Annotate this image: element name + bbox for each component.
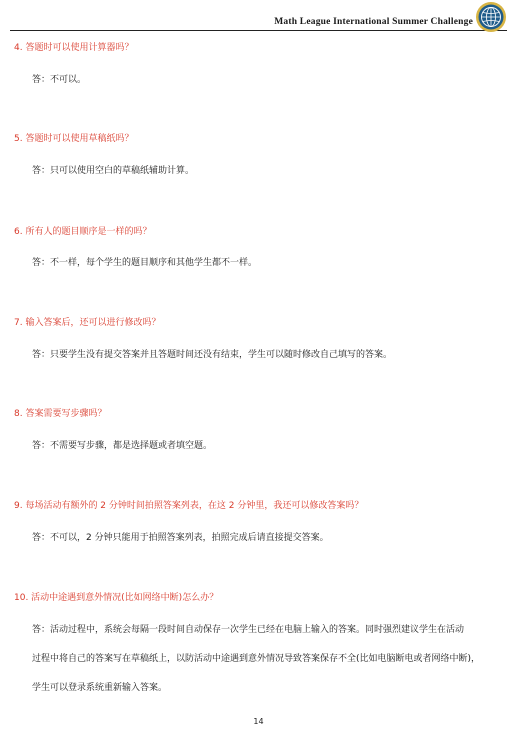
page-number: 14: [253, 717, 264, 726]
answer-8: 答：不需要写步骤，都是选择题或者填空题。: [32, 441, 213, 451]
math-league-globe-seal-icon: [475, 1, 507, 33]
answer-9: 答：不可以，2 分钟只能用于拍照答案列表，拍照完成后请直接提交答案。: [32, 533, 329, 543]
question-7: 7. 输入答案后，还可以进行修改吗？: [14, 318, 161, 328]
question-4: 4. 答题时可以使用计算器吗？: [14, 43, 134, 53]
question-9: 9. 每场活动有额外的 2 分钟时间拍照答案列表，在这 2 分钟里，我还可以修改答案吗？: [14, 501, 364, 511]
answer-10-line-1: 答：活动过程中，系统会每隔一段时间自动保存一次学生已经在电脑上输入的答案。同时强烈建议学生在活动: [32, 625, 465, 635]
answer-6: 答：不一样，每个学生的题目顺序和其他学生都不一样。: [32, 258, 258, 268]
answer-4: 答：不可以。: [32, 75, 87, 85]
question-8: 8. 答案需要写步骤吗？: [14, 409, 107, 419]
answer-10-line-3: 学生可以登录系统重新输入答案。: [32, 683, 168, 693]
answer-7: 答：只要学生没有提交答案并且答题时间还没有结束，学生可以随时修改自己填写的答案。: [32, 350, 393, 360]
question-5: 5. 答题时可以使用草稿纸吗？: [14, 134, 134, 144]
header-title: Math League International Summer Challenge: [274, 17, 473, 27]
header-divider: [10, 30, 507, 31]
answer-10-line-2: 过程中将自己的答案写在草稿纸上，以防活动中途遇到意外情况导致答案保存不全(比如电脑断电或者网络中断)，: [32, 654, 481, 664]
answer-5: 答：只可以使用空白的草稿纸辅助计算。: [32, 166, 195, 176]
question-6: 6. 所有人的题目顺序是一样的吗？: [14, 227, 152, 237]
question-10: 10. 活动中途遇到意外情况(比如网络中断)怎么办？: [14, 593, 219, 603]
